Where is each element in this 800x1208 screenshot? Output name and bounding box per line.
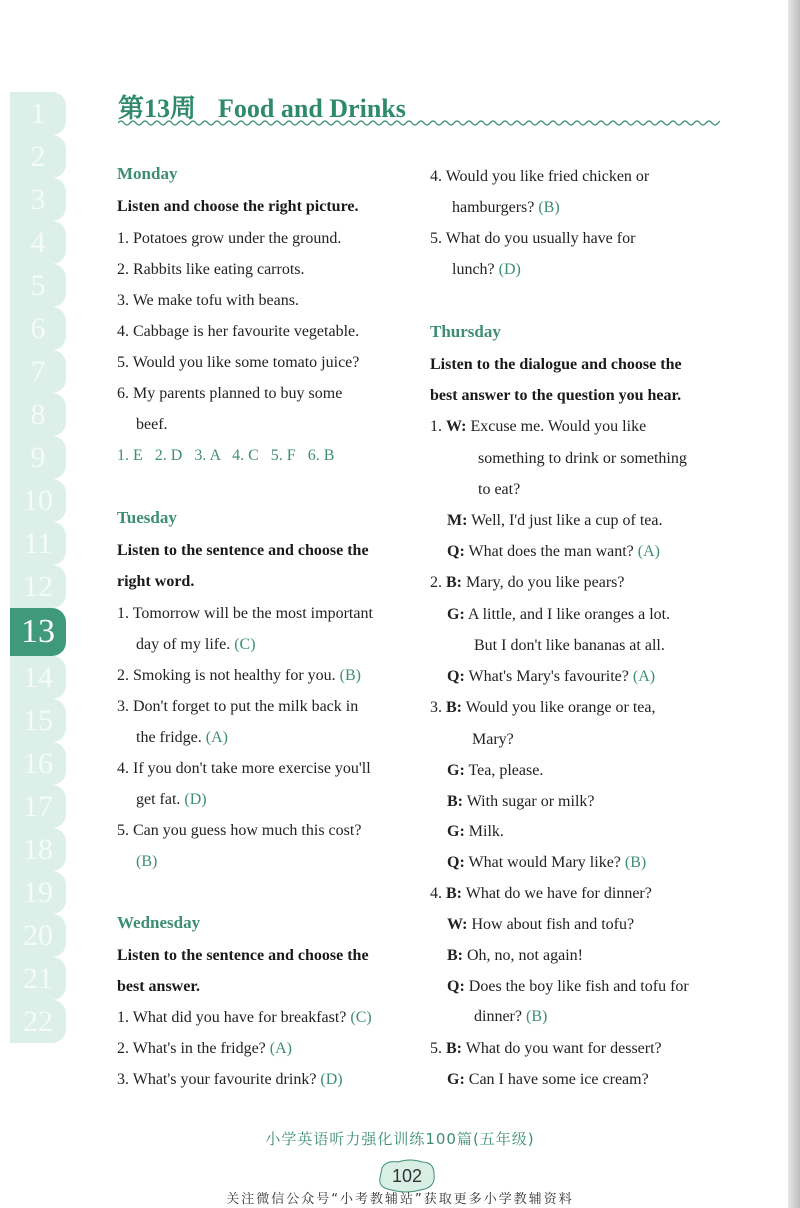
speaker-w: W:: [447, 916, 468, 933]
wednesday-q5: 5. What do you usually have for: [430, 230, 636, 247]
tuesday-q2: [117, 666, 361, 686]
week-tab-4: 4: [10, 221, 66, 264]
week-tab-14: 14: [10, 656, 66, 699]
speaker-g: G:: [447, 762, 465, 779]
dialogue-4-line-w: [447, 915, 634, 935]
tuesday-q4: 4. If you don't take more exercise you'll: [117, 760, 371, 777]
speaker-b: B:: [447, 947, 463, 964]
tuesday-q1-text: day of my life.: [136, 636, 231, 653]
dialogue-5-b-text: What do you want for dessert?: [465, 1040, 662, 1057]
dialogue-4-b-text: What do we have for dinner?: [465, 885, 652, 902]
dialogue-3-g2-text: Milk.: [468, 823, 504, 840]
dialogue-4-number: 4.: [430, 885, 442, 902]
speaker-b: B:: [447, 793, 463, 810]
wednesday-q4-cont: [452, 198, 560, 218]
wednesday-instruction-1: Listen to the sentence and choose the: [117, 947, 369, 964]
dialogue-1-line-q: [447, 542, 660, 562]
tuesday-q3-text: the fridge.: [136, 729, 202, 746]
tuesday-q1: 1. Tomorrow will be the most important: [117, 605, 373, 622]
monday-item-2: 2. Rabbits like eating carrots.: [117, 261, 305, 278]
speaker-b: B:: [446, 885, 462, 902]
tuesday-q4-cont: [136, 790, 207, 810]
dialogue-5-line-b: [430, 1039, 662, 1059]
dialogue-4-line-q-cont: [474, 1007, 547, 1027]
dialogue-2-line-g-cont: But I don't like bananas at all.: [474, 637, 665, 654]
week-tab-3: 3: [10, 178, 66, 221]
wednesday-q4: 4. Would you like fried chicken or: [430, 168, 650, 185]
dialogue-1-q-text: What does the man want?: [468, 543, 634, 560]
dialogue-1-w-text: Excuse me. Would you like: [470, 418, 647, 435]
monday-item-4: 4. Cabbage is her favourite vegetable.: [117, 323, 360, 340]
monday-heading: Monday: [117, 164, 178, 183]
week-tab-1: 1: [10, 92, 66, 135]
wednesday-q3-answer: (D): [320, 1071, 343, 1088]
speaker-w: W:: [446, 418, 467, 435]
tuesday-heading: Tuesday: [117, 508, 177, 527]
week-tab-9: 9: [10, 436, 66, 479]
page-header: [118, 88, 720, 138]
tuesday-instruction-2: right word.: [117, 573, 195, 590]
monday-item-1: 1. Potatoes grow under the ground.: [117, 230, 342, 247]
wednesday-q3: [117, 1070, 343, 1090]
week-tab-11: 11: [10, 522, 66, 565]
monday-item-6-cont: beef.: [136, 416, 168, 433]
speaker-b: B:: [446, 574, 462, 591]
speaker-g: G:: [447, 823, 465, 840]
dialogue-3-number: 3.: [430, 699, 442, 716]
wednesday-q5-answer: (D): [498, 261, 521, 278]
wednesday-q1-text: 1. What did you have for breakfast?: [117, 1009, 347, 1026]
tuesday-q3: 3. Don't forget to put the milk back in: [117, 698, 359, 715]
week-tab-22: 22: [10, 1000, 66, 1043]
dialogue-3-b2-text: With sugar or milk?: [466, 793, 595, 810]
dialogue-4-w-text: How about fish and tofu?: [471, 916, 635, 933]
wednesday-q5-cont: [452, 260, 521, 280]
dialogue-2-number: 2.: [430, 574, 442, 591]
dialogue-1-line-w-cont-2: to eat?: [478, 481, 521, 498]
tuesday-q5-answer: (B): [136, 853, 158, 870]
week-tab-6: 6: [10, 307, 66, 350]
week-tab-20: 20: [10, 914, 66, 957]
dialogue-3-line-g2: [447, 822, 504, 842]
tuesday-q2-answer: (B): [339, 667, 361, 684]
dialogue-3-g-text: Tea, please.: [468, 762, 544, 779]
wednesday-q2-answer: (A): [269, 1040, 292, 1057]
wednesday-q1-answer: (C): [350, 1009, 372, 1026]
speaker-q: Q:: [447, 668, 465, 685]
dialogue-2-line-q: [447, 667, 655, 687]
tuesday-q1-answer: (C): [234, 636, 256, 653]
dialogue-5-number: 5.: [430, 1040, 442, 1057]
week-tab-2: 2: [10, 135, 66, 178]
dialogue-3-line-q: [447, 853, 646, 873]
tuesday-q4-answer: (D): [184, 791, 207, 808]
week-tab-7: 7: [10, 350, 66, 393]
dialogue-5-line-g: [447, 1070, 649, 1090]
dialogue-4-line-b2: [447, 946, 583, 966]
tuesday-q1-cont: [136, 635, 256, 655]
tuesday-q3-answer: (A): [205, 729, 228, 746]
dialogue-1-m-text: Well, I'd just like a cup of tea.: [471, 512, 663, 529]
speaker-q: Q:: [447, 854, 465, 871]
dialogue-4-line-q: [447, 977, 689, 997]
week-tab-18: 18: [10, 828, 66, 871]
dialogue-2-line-b: [430, 573, 624, 593]
week-tab-5: 5: [10, 264, 66, 307]
week-tab-8: 8: [10, 393, 66, 436]
week-tab-16: 16: [10, 742, 66, 785]
week-tab-12: 12: [10, 565, 66, 608]
dialogue-2-b-text: Mary, do you like pears?: [466, 574, 625, 591]
dialogue-3-b-text: Would you like orange or tea,: [465, 699, 656, 716]
wednesday-q1: [117, 1008, 372, 1028]
wednesday-instruction-2: best answer.: [117, 978, 200, 995]
speaker-g: G:: [447, 606, 465, 623]
wavy-underline: [118, 118, 720, 128]
dialogue-2-g-text: A little, and I like oranges a lot.: [467, 606, 671, 623]
dialogue-3-line-b2: [447, 792, 595, 812]
wednesday-q4-answer: (B): [538, 199, 560, 216]
monday-item-3: 3. We make tofu with beans.: [117, 292, 299, 309]
tuesday-q4-text: get fat.: [136, 791, 181, 808]
dialogue-3-q-text: What would Mary like?: [468, 854, 621, 871]
dialogue-2-q-text: What's Mary's favourite?: [468, 668, 629, 685]
week-tab-10: 10: [10, 479, 66, 522]
dialogue-3-line-b-cont: Mary?: [472, 731, 514, 748]
dialogue-4-answer: (B): [525, 1008, 548, 1025]
book-title: 小学英语听力强化训练100篇(五年级): [265, 1130, 535, 1148]
unit-title: Food and Drinks: [218, 94, 406, 123]
week-tab-21: 21: [10, 957, 66, 1000]
week-tab-strip: [10, 92, 66, 1043]
speaker-b: B:: [446, 1040, 462, 1057]
dialogue-3-line-g: [447, 761, 543, 781]
speaker-b: B:: [446, 699, 462, 716]
wednesday-heading: Wednesday: [117, 913, 201, 932]
wednesday-q3-text: 3. What's your favourite drink?: [117, 1071, 317, 1088]
wednesday-q2: [117, 1039, 292, 1059]
monday-answers: 1. E 2. D 3. A 4. C 5. F 6. B: [117, 447, 335, 464]
tuesday-instruction-1: Listen to the sentence and choose the: [117, 542, 369, 559]
dialogue-3-line-b: [430, 698, 655, 718]
monday-instruction: Listen and choose the right picture.: [117, 198, 359, 215]
speaker-q: Q:: [447, 978, 465, 995]
week-tab-17: 17: [10, 785, 66, 828]
page-edge-shadow: [788, 0, 800, 1208]
page-number: 102: [391, 1166, 423, 1186]
dialogue-4-q-text-cont: dinner?: [474, 1008, 522, 1025]
dialogue-2-answer: (A): [632, 668, 656, 685]
week-label: 第13周: [118, 94, 197, 123]
dialogue-4-b2-text: Oh, no, not again!: [467, 947, 583, 964]
wednesday-q5-text: lunch?: [452, 261, 495, 278]
monday-item-6: 6. My parents planned to buy some: [117, 385, 343, 402]
week-tab-15: 15: [10, 699, 66, 742]
tuesday-q5: 5. Can you guess how much this cost?: [117, 822, 362, 839]
dialogue-4-q-text: Does the boy like fish and tofu for: [468, 978, 689, 995]
dialogue-1-number: 1.: [430, 418, 442, 435]
dialogue-4-line-b: [430, 884, 652, 904]
dialogue-1-answer: (A): [637, 543, 660, 560]
speaker-g: G:: [447, 1071, 465, 1088]
tuesday-q2-text: 2. Smoking is not healthy for you.: [117, 667, 336, 684]
dialogue-5-g-text: Can I have some ice cream?: [468, 1071, 649, 1088]
promo-note: 关注微信公众号“小考教辅站”获取更多小学教辅资料: [226, 1192, 574, 1207]
wednesday-q4-text: hamburgers?: [452, 199, 535, 216]
thursday-heading: Thursday: [430, 322, 501, 341]
thursday-instruction-2: best answer to the question you hear.: [430, 387, 682, 404]
dialogue-1-line-w: [430, 417, 646, 437]
dialogue-3-answer: (B): [624, 854, 647, 871]
dialogue-1-line-m: [447, 511, 662, 531]
speaker-q: Q:: [447, 543, 465, 560]
dialogue-1-line-w-cont: something to drink or something: [478, 450, 687, 467]
wednesday-q2-text: 2. What's in the fridge?: [117, 1040, 266, 1057]
monday-item-5: 5. Would you like some tomato juice?: [117, 354, 360, 371]
week-tab-19: 19: [10, 871, 66, 914]
dialogue-2-line-g: [447, 605, 670, 625]
thursday-instruction-1: Listen to the dialogue and choose the: [430, 356, 682, 373]
tuesday-q3-cont: [136, 728, 228, 748]
speaker-m: M:: [447, 512, 468, 529]
week-tab-13: 13: [10, 608, 66, 656]
